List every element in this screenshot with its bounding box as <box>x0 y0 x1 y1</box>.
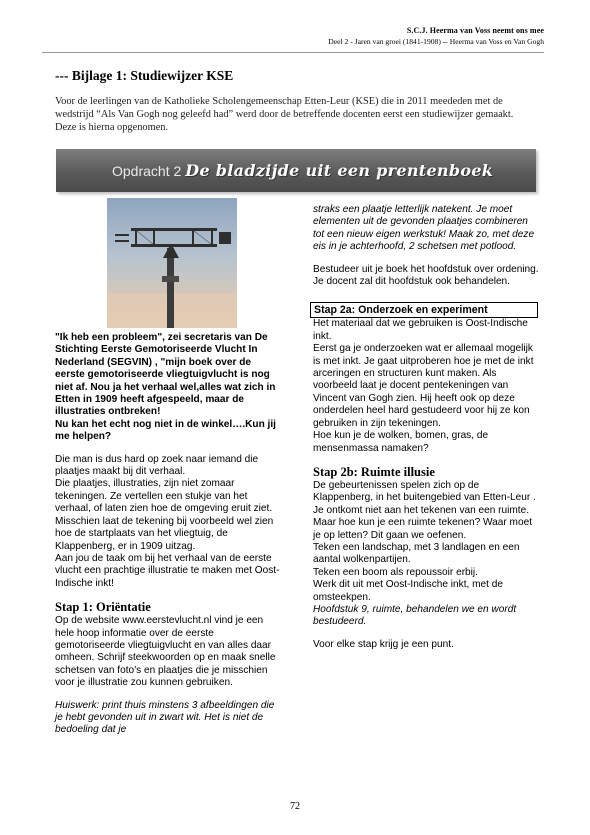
running-header <box>328 26 544 46</box>
page-number: 72 <box>290 801 300 812</box>
header-book-title: S.C.J. Heerma van Voss neemt ons mee <box>406 26 544 35</box>
airplane-monument-illustration <box>107 198 237 328</box>
airplane-photo <box>107 198 237 328</box>
stap2b-text: De gebeurtenissen spelen zich op de Klappenberg, in het buitengebied van Etten-Leur . Je ontkomt niet aan het tekenen van een ruimte. Maar hoe kun je een ruimte tekenen? Waar moet je op letten? Dit gaan we oefenen. Teken een landschap, met 3 landlagen en een aantal wolkenpartijen. Teken een boom als repoussoir erbij. Werk dit uit met Oost-Indische inkt, met de omsteekpen. <box>313 479 536 603</box>
stap1-heading: Stap 1: Oriëntatie <box>55 600 151 615</box>
context-paragraph: Die man is dus hard op zoek naar iemand die plaatjes maakt bij dit verhaal. Die plaatjes, illustraties, zijn niet zomaar tekeningen. Ze vertellen een stukje van het verhaal, of laten zien hoe de omgeving eruit ziet. Misschien laat de tekening bij voorbeeld wel zien hoe de startplaats van het vliegtuig, de Klappenberg, er in 1909 uitzag. Aan jou de taak om bij het verhaal van de eerste vlucht een prachtige illustratie te maken met Oost-Indische inkt! <box>55 453 280 589</box>
header-divider <box>42 52 544 53</box>
left-column <box>55 332 280 737</box>
assignment-banner <box>56 149 536 192</box>
stap2a-heading: Stap 2a: Onderzoek en experiment <box>310 302 538 318</box>
chapter-note: Hoofdstuk 9, ruimte, behandelen we en wordt bestudeerd. <box>313 603 517 628</box>
stap2a-text: Het materiaal dat we gebruiken is Oost-Indische inkt. Eerst ga je onderzoeken wat er allemaal mogelijk is met inkt. Je gaat uitproberen hoe je met de inkt arceringen en structuren kunt maken. Als voorbeeld laat je docent pentekeningen van Vincent van Gogh zien. Hij heeft ook op deze onderdelen heel hard gestudeerd voor hij ze kon gebruiken in zijn tekeningen. Hoe kun je de wolken, bomen, gras, de mensenmassa namaken? <box>313 318 534 454</box>
study-instruction: Bestudeer uit je boek het hoofdstuk over ordening. Je docent zal dit hoofdstuk ook behandelen. <box>313 263 539 288</box>
continued-homework-text: straks een plaatje letterlijk natekent. Je moet elementen uit de gevonden plaatjes combineren tot een nieuw eigen werkstuk! Maak zo, met deze eis in je achterhoofd, 2 schetsen met potlood. <box>313 204 535 253</box>
stap2b-heading: Stap 2b: Ruimte illusie <box>313 464 435 479</box>
homework-text: Huiswerk: print thuis minstens 3 afbeeldingen die je hebt gevonden uit in zwart wit. Het is niet de bedoeling dat je <box>55 699 275 736</box>
section-title: --- Bijlage 1: Studiewijzer KSE <box>55 68 234 83</box>
quote-paragraph: "Ik heb een probleem", zei secretaris van De Stichting Eerste Gemotoriseerde Vlucht In Nederland (SEGVIN) , "mijn boek over de eerste gemotoriseerde vliegtuigvlucht is nog niet af. Nou ja het verhaal wel,alles wat zich in Etten in 1909 heeft afgespeeld, maar de illustraties ontbreken! Nu kan het echt nog niet in de winkel….Kun jij me helpen? <box>55 332 276 443</box>
banner-title: De bladzijde uit een prentenboek <box>185 161 494 180</box>
right-column <box>313 204 541 651</box>
intro-paragraph: Voor de leerlingen van de Katholieke Scholengemeenschap Etten-Leur (KSE) die in 2011 meededen met de wedstrijd “Als Van Gogh nog geleefd had” werd door de betreffende docenten eerst een studiewijzer gemaakt. Deze is hierna opgenomen. <box>55 96 514 133</box>
points-note: Voor elke stap krijg je een punt. <box>313 638 454 650</box>
stap1-text: Op de website www.eerstevlucht.nl vind je een hele hoop informatie over de eerste gemotoriseerde vliegtuigvlucht en van alles daar omheen. Schrijf steekwoorden op en maak snelle schetsen van foto’s en plaatjes die je misschien voor je illustratie zou kunnen gebruiken. <box>55 615 276 689</box>
header-part-title: Deel 2 - Jaren van groei (1841-1908) -- Heerma van Voss en Van Gogh <box>328 37 544 46</box>
banner-prefix: Opdracht 2 <box>112 162 182 179</box>
